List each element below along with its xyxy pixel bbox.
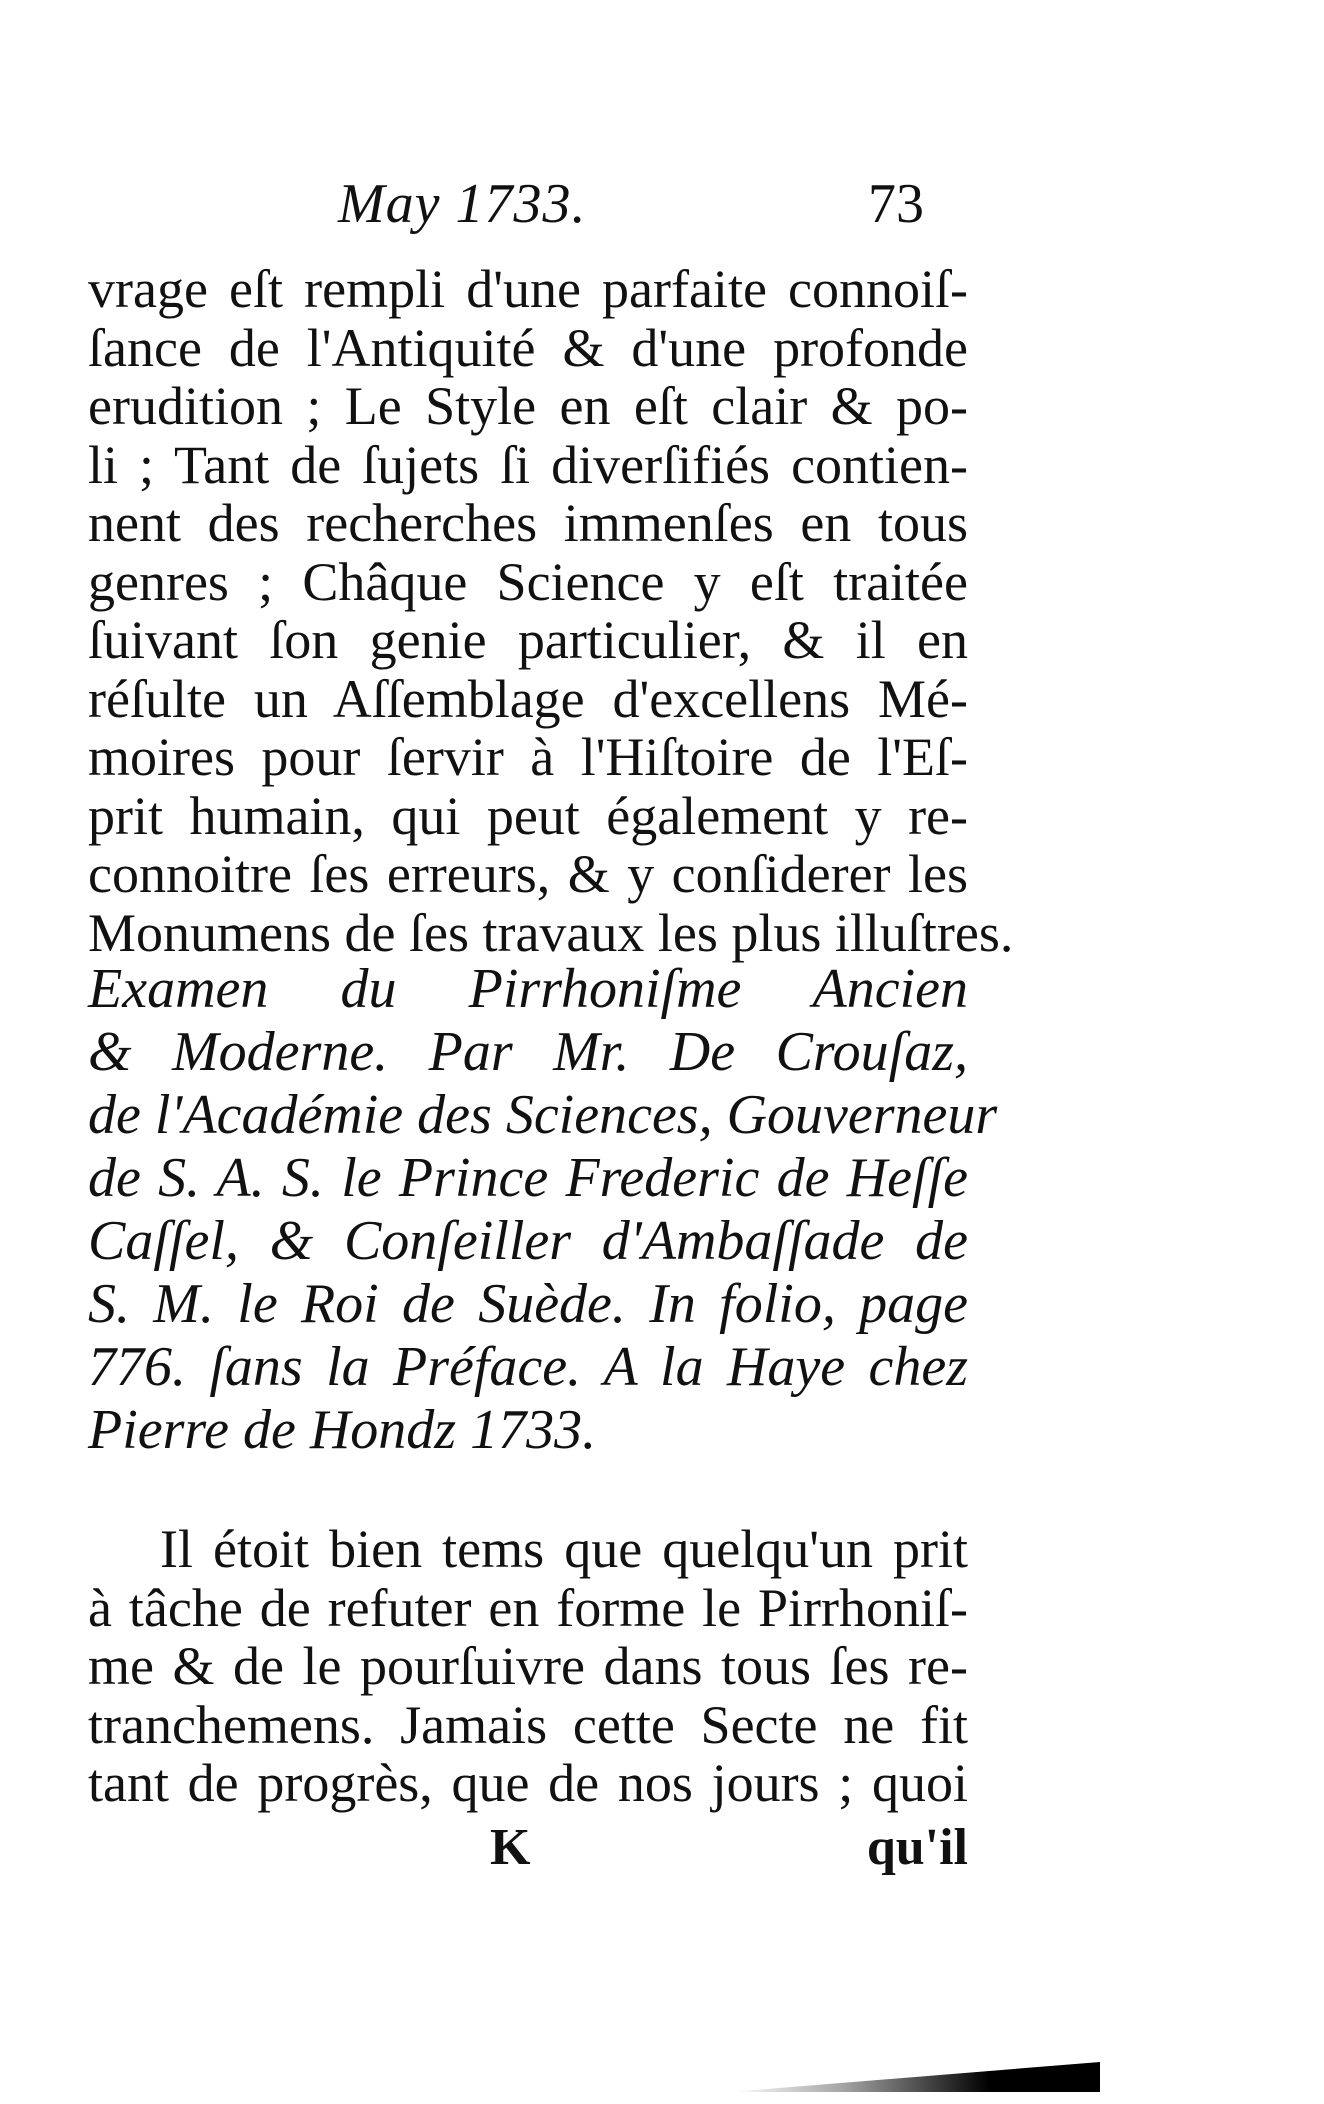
text-line: genres ; Châque Science y eſt traitée — [88, 551, 968, 612]
catchword: qu'il — [866, 1819, 968, 1876]
heading-line: Examen du Pirrhoniſme Ancien — [88, 958, 968, 1020]
heading-line: Pierre de Hondz 1733. — [88, 1399, 597, 1461]
text-line: li ; Tant de ſujets ſi diverſifiés contien- — [88, 434, 968, 495]
review-paragraph — [88, 1520, 968, 1813]
page-number: 73 — [868, 173, 924, 235]
text-line: Il étoit bien tems que quelqu'un prit — [160, 1519, 968, 1579]
heading-line: de l'Académie des Sciences, Gouverneur — [88, 1084, 998, 1146]
text-line: nent des recherches immenſes en tous — [88, 493, 968, 553]
text-line: erudition ; Le Style en eſt clair & po- — [88, 376, 968, 436]
text-line: tant de progrès, que de nos jours ; quoi — [88, 1753, 968, 1813]
text-line: connoitre ſes erreurs, & y conſiderer les — [88, 844, 968, 904]
text-line: prit humain, qui peut également y re- — [88, 785, 968, 846]
text-line: me & de le pourſuivre dans tous ſes re- — [88, 1636, 968, 1696]
text-line: ſance de l'Antiquité & d'une profonde — [88, 317, 968, 378]
text-line: vrage eſt rempli d'une parfaite connoiſ- — [88, 259, 968, 319]
book-entry-heading — [88, 958, 998, 1462]
heading-line: S. M. le Roi de Suède. In folio, page — [88, 1273, 968, 1335]
review-continued-paragraph — [88, 259, 1014, 963]
text-line: à tâche de refuter en forme le Pirrhoniſ- — [88, 1577, 968, 1638]
heading-line: Caſſel, & Conſeiller d'Ambaſſade de — [88, 1210, 968, 1272]
scan-edge-shadow — [730, 2062, 1100, 2092]
text-line: moires pour ſervir à l'Hiſtoire de l'Eſ- — [88, 727, 968, 787]
text-line: réſulte un Aſſemblage d'excellens Mé- — [88, 668, 968, 729]
text-line: ſuivant ſon genie particulier, & il en — [88, 610, 968, 670]
text-line: Monumens de ſes travaux les plus illuſtres. — [88, 902, 1014, 963]
heading-line: de S. A. S. le Prince Frederic de Heſſe — [88, 1147, 968, 1209]
page-footer — [88, 1818, 968, 1878]
heading-line: 776. ſans la Préface. A la Haye chez — [88, 1336, 968, 1398]
text-line: tranchemens. Jamais cette Secte ne fit — [88, 1694, 968, 1755]
signature-mark: K — [490, 1819, 531, 1876]
running-head — [88, 172, 988, 242]
heading-line: & Moderne. Par Mr. De Crouſaz, — [88, 1021, 968, 1083]
running-head-title: May 1733. — [338, 173, 587, 235]
